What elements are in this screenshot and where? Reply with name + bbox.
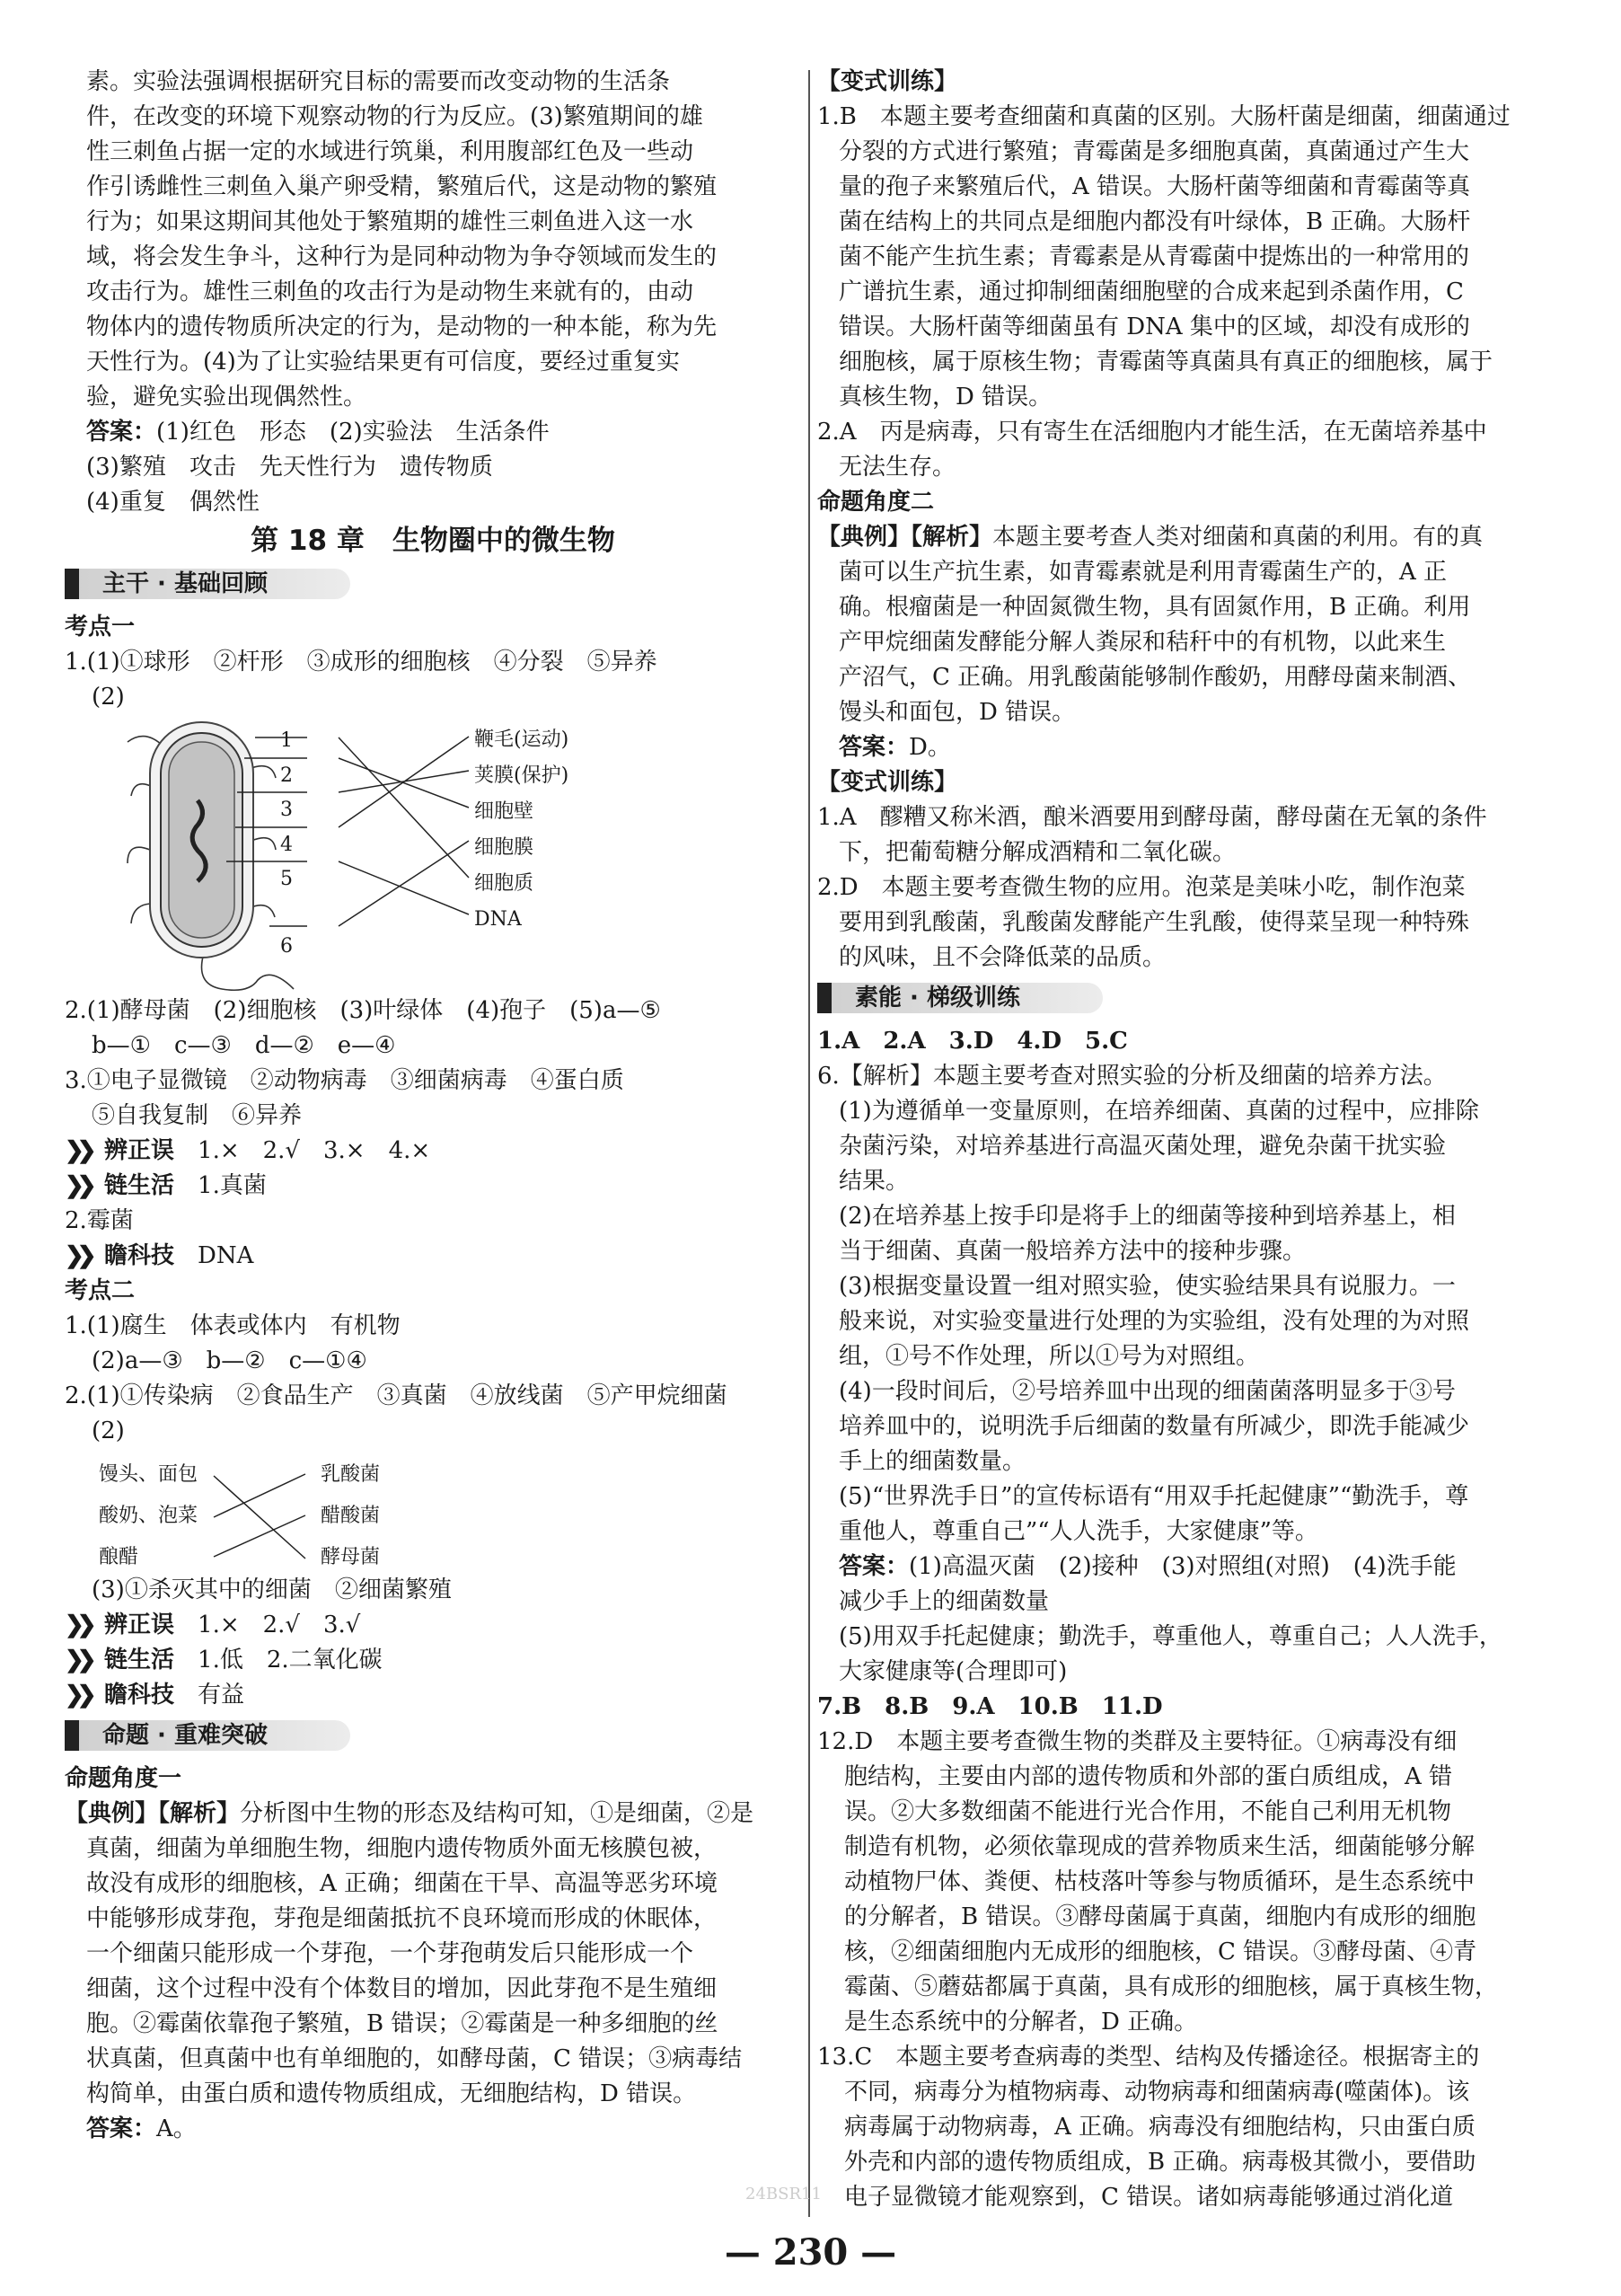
text-line: 菌可以生产抗生素，如青霉素就是利用青霉菌生产的，A 正 xyxy=(839,559,1448,586)
text-line: (4)一段时间后，②号培养皿中出现的细菌菌落明显多于③号 xyxy=(839,1378,1456,1405)
text-line: 核，②细菌细胞内无成形的细胞核，C 错误。③酵母菌、④青 xyxy=(844,1938,1477,1965)
item-first-line: 2.A 丙是病毒，只有寄生在活细胞内才能生活，在无菌培养基中 xyxy=(817,419,1487,446)
text-line: 般来说，对实验变量进行处理的为实验组，没有处理的为对照 xyxy=(839,1308,1470,1335)
kaodian-title: 考点二 xyxy=(65,1277,136,1304)
text-line: 无法生存。 xyxy=(839,454,956,481)
text-line: 下，把葡萄糖分解成酒精和二氧化碳。 xyxy=(839,839,1237,866)
text-line: 产沼气，C 正确。用乳酸菌能够制作酸奶，用酵母菌来制酒、 xyxy=(839,664,1472,691)
text: 分析图中生物的形态及结构可知，①是细菌，②是 xyxy=(240,1800,754,1827)
text-line: (2)在培养基上按手印是将手上的细菌等接种到培养基上，相 xyxy=(839,1203,1456,1230)
bacteria-structure-diagram xyxy=(65,715,801,993)
text-line: 制造有机物，必须依靠现成的营养物质来生活，细菌能够分解 xyxy=(844,1833,1476,1860)
answer-line: 减少手上的细菌数量 xyxy=(839,1588,1050,1615)
text-line: 素。实验法强调根据研究目标的需要而改变动物的生活条 xyxy=(86,68,671,95)
row-text: DNA xyxy=(198,1242,254,1269)
lianshenghuo-row xyxy=(65,1643,801,1678)
zhankeji-row xyxy=(65,1678,801,1713)
text-line: (5)“世界洗手日”的宣传标语有“用双手托起健康”“勤洗手，尊 xyxy=(839,1483,1469,1510)
text-line: 真菌，细菌为单细胞生物，细胞内遗传物质外面无核膜包被， xyxy=(86,1835,718,1862)
answers-row: 1.A 2.A 3.D 4.D 5.C xyxy=(817,1028,1128,1055)
text-line: 不同，病毒分为植物病毒、动物病毒和细菌病毒(噬菌体)。该 xyxy=(844,2079,1470,2106)
item-first-line: 12.D 本题主要考查微生物的类群及主要特征。①病毒没有细 xyxy=(817,1728,1458,1755)
diagram-number: 5 xyxy=(280,868,293,890)
zhankeji-row xyxy=(65,1239,801,1274)
text-line: 分裂的方式进行繁殖；青霉菌是多细胞真菌，真菌通过产生大 xyxy=(839,138,1470,165)
text-line: 结果。 xyxy=(839,1168,910,1195)
text-line: 动植物尸体、粪便、枯枝落叶等参与物质循环，是生态系统中 xyxy=(844,1868,1476,1895)
bianzhengwu-row xyxy=(65,1608,801,1643)
row-text: 1.× 2.√ 3.√ xyxy=(198,1612,361,1638)
bianzhengwu-row xyxy=(65,1134,801,1169)
text-line: 物体内的遗传物质所决定的行为，是动物的一种本能，称为先 xyxy=(86,313,718,340)
watermark: 24BSR11 xyxy=(745,2185,822,2203)
double-chevron-icon: ❯❯ xyxy=(65,1647,90,1673)
page-number: — 230 — xyxy=(724,2231,897,2274)
variant-title: 【变式训练】 xyxy=(817,68,958,95)
double-chevron-icon: ❯❯ xyxy=(65,1242,90,1269)
q2-line: b—① c—③ d—② e—④ xyxy=(92,1032,396,1059)
item-first-line: 2.D 本题主要考查微生物的应用。泡菜是美味小吃，制作泡菜 xyxy=(817,874,1466,901)
banner-title: 主干 · 基础回顾 xyxy=(102,570,268,597)
match-left-item: 酸奶、泡菜 xyxy=(99,1505,198,1527)
item-first-line: 13.C 本题主要考查病毒的类型、结构及传播途径。根据寄主的 xyxy=(817,2044,1480,2071)
row-text: 有益 xyxy=(198,1682,245,1709)
food-microbe-matching-diagram xyxy=(65,1449,801,1573)
text-line: 组，①号不作处理，所以①号为对照组。 xyxy=(839,1343,1260,1370)
match-right-list xyxy=(321,1454,380,1578)
text-line: 病毒属于动物病毒，A 正确。病毒没有细胞结构，只由蛋白质 xyxy=(844,2114,1476,2141)
text-line: 中能够形成芽孢，芽孢是细菌抵抗不良环境而形成的休眠体， xyxy=(86,1905,718,1932)
text-line: 手上的细菌数量。 xyxy=(839,1448,1026,1475)
text-line: 要用到乳酸菌，乳酸菌发酵能产生乳酸，使得菜呈现一种特殊 xyxy=(839,909,1470,936)
banner-title: 命题 · 重难突破 xyxy=(102,1722,268,1749)
diagram-label: 细胞壁 xyxy=(474,800,534,823)
item-first-line: 1.B 本题主要考查细菌和真菌的区别。大肠杆菌是细菌，细菌通过 xyxy=(817,103,1511,130)
diagram-label: DNA xyxy=(474,908,522,931)
answer-label: 答案： xyxy=(86,2115,157,2142)
text-line: 菌在结构上的共同点是细胞内都没有叶绿体，B 正确。大肠杆 xyxy=(839,208,1471,235)
text-line: 胞。②霉菌依靠孢子繁殖，B 错误；②霉菌是一种多细胞的丝 xyxy=(86,2010,718,2037)
row-label: 瞻科技 xyxy=(104,1682,175,1709)
text-line: 胞结构，主要由内部的遗传物质和外部的蛋白质组成，A 错 xyxy=(844,1763,1453,1790)
match-right-item: 酵母菌 xyxy=(321,1546,381,1568)
diagram-label-list xyxy=(474,722,568,938)
kaodian-title: 考点一 xyxy=(65,614,136,640)
text-line: 一个细菌只能形成一个芽孢，一个芽孢萌发后只能形成一个 xyxy=(86,1940,694,1967)
text: 本题主要考查人类对细菌和真菌的利用。有的真 xyxy=(992,524,1484,551)
text-line: 电子显微镜才能观察到，C 错误。诸如病毒能够通过消化道 xyxy=(844,2184,1454,2211)
answers-row: 7.B 8.B 9.A 10.B 11.D xyxy=(817,1693,1163,1720)
match-right-item: 乳酸菌 xyxy=(321,1463,381,1486)
text-line: 错误。大肠杆菌等细菌虽有 DNA 集中的区域，却没有成形的 xyxy=(839,313,1470,340)
diagram-number: 1 xyxy=(280,729,293,752)
text-line: 作引诱雌性三刺鱼入巢产卵受精，繁殖后代，这是动物的繁殖 xyxy=(86,173,718,200)
answer-line xyxy=(817,1550,1536,1585)
text-line: 馒头和面包，D 错误。 xyxy=(839,699,1076,726)
matching-lines xyxy=(208,1449,316,1573)
angle-title: 命题角度二 xyxy=(817,489,935,516)
prev-analysis-lines xyxy=(65,65,801,415)
angle1-lines xyxy=(65,1832,801,2112)
answer-text: A。 xyxy=(156,2115,197,2142)
k2-q2-line: (2) xyxy=(92,1417,125,1444)
k2-q1-line: 1.(1)腐生 体表或体内 有机物 xyxy=(65,1312,401,1339)
double-chevron-icon: ❯❯ xyxy=(65,1612,90,1638)
diagram-label: 细胞质 xyxy=(474,872,534,895)
text-line: 外壳和内部的遗传物质组成，B 正确。病毒极其微小，要借助 xyxy=(844,2149,1476,2176)
text-line: 误。②大多数细菌不能进行光合作用，不能自己利用无机物 xyxy=(844,1798,1452,1825)
match-left-item: 馒头、面包 xyxy=(99,1463,198,1486)
text-line: 域，将会发生争斗，这种行为是同种动物为争夺领域而发生的 xyxy=(86,243,718,270)
text-line: 天性行为。(4)为了让实验结果更有可信度，要经过重复实 xyxy=(86,349,680,375)
text-line: (1)为遵循单一变量原则，在培养细菌、真菌的过程中，应排除 xyxy=(839,1098,1479,1125)
q1-line: 1.(1)①球形 ②杆形 ③成形的细胞核 ④分裂 ⑤异养 xyxy=(65,649,657,676)
answer-text: (1)高温灭菌 (2)接种 (3)对照组(对照) (4)洗手能 xyxy=(909,1553,1457,1580)
left-column xyxy=(65,65,801,2147)
text-line: 当于细菌、真菌一般培养方法中的接种步骤。 xyxy=(839,1238,1307,1265)
text-line: 杂菌污染，对培养基进行高温灭菌处理，避免杂菌干扰实验 xyxy=(839,1133,1447,1160)
answer-text: D。 xyxy=(909,734,951,761)
double-chevron-icon: ❯❯ xyxy=(65,1137,90,1164)
row-label: 链生活 xyxy=(104,1647,175,1673)
text-line: (3)根据变量设置一组对照实验，使实验结果具有说服力。一 xyxy=(839,1273,1456,1300)
text-line: 的分解者，B 错误。③酵母菌属于真菌，细胞内有成形的细胞 xyxy=(844,1903,1476,1930)
q3-line: ⑤自我复制 ⑥异养 xyxy=(92,1102,303,1129)
text-line: 故没有成形的细胞核，A 正确；细菌在干旱、高温等恶劣环境 xyxy=(86,1870,718,1897)
answer-line: 大家健康等(合理即可) xyxy=(839,1658,1068,1685)
answer-label: 答案： xyxy=(839,1553,910,1580)
lianshenghuo-row-2: 2.霉菌 xyxy=(65,1207,134,1234)
text-line: 的风味，且不会降低菜的品质。 xyxy=(839,944,1167,971)
answer-line: (5)用双手托起健康；勤洗手，尊重他人，尊重自己；人人洗手， xyxy=(839,1623,1502,1650)
row-text: 1.低 2.二氧化碳 xyxy=(198,1647,383,1673)
match-right-item: 醋酸菌 xyxy=(321,1505,381,1527)
row-label: 瞻科技 xyxy=(104,1242,175,1269)
diagram-number: 3 xyxy=(280,799,293,821)
section-banner xyxy=(817,979,1536,1017)
k2-q2-line: (3)①杀灭其中的细菌 ②细菌繁殖 xyxy=(92,1576,452,1603)
text-line: 性三刺鱼占据一定的水域进行筑巢，利用腹部红色及一些动 xyxy=(86,138,694,165)
text-line: 细胞核，属于原核生物；青霉菌等真菌具有真正的细胞核，属于 xyxy=(839,349,1493,375)
text-line: 是生态系统中的分解者，D 正确。 xyxy=(844,2009,1198,2035)
answer-line xyxy=(65,2112,801,2147)
item-first-line: 1.A 醪糟又称米酒，酿米酒要用到酵母菌，酵母菌在无氧的条件 xyxy=(817,804,1487,831)
diagram-label: 鞭毛(运动) xyxy=(474,729,569,751)
q3-line: 3.①电子显微镜 ②动物病毒 ③细菌病毒 ④蛋白质 xyxy=(65,1067,624,1094)
text-line: 确。根瘤菌是一种固氮微生物，具有固氮作用，B 正确。利用 xyxy=(839,594,1471,621)
row-text: 1.真菌 xyxy=(198,1172,267,1199)
lianshenghuo-row xyxy=(65,1169,801,1204)
row-label: 辨正误 xyxy=(104,1612,175,1638)
text-line: 攻击行为。雄性三刺鱼的攻击行为是动物生来就有的，由动 xyxy=(86,278,694,305)
variant-title: 【变式训练】 xyxy=(817,769,958,796)
diagram-number-list xyxy=(280,724,307,964)
text-line: 行为；如果这期间其他处于繁殖期的雄性三刺鱼进入这一水 xyxy=(86,208,694,235)
text-line: 构简单，由蛋白质和遗传物质组成，无细胞结构，D 错误。 xyxy=(86,2080,697,2107)
angle2-first-line xyxy=(817,520,1536,555)
answer-label: 答案： xyxy=(839,734,910,761)
text-line: 培养皿中的，说明洗手后细菌的数量有所减少，即洗手能减少 xyxy=(839,1413,1470,1440)
row-label: 链生活 xyxy=(104,1172,175,1199)
chapter-title: 第 18 章 生物圈中的微生物 xyxy=(251,525,615,557)
text-line: 细菌，这个过程中没有个体数目的增加，因此芽孢不是生殖细 xyxy=(86,1975,718,2002)
answer-label: 答案： xyxy=(86,419,157,446)
example-tag: 【典例】【解析】 xyxy=(65,1800,241,1827)
right-column xyxy=(817,65,1536,2215)
text-line: 真核生物，D 错误。 xyxy=(839,384,1053,411)
text-line: 验，避免实验出现偶然性。 xyxy=(86,384,367,411)
row-label: 辨正误 xyxy=(104,1137,175,1164)
answer-text: (1)红色 形态 (2)实验法 生活条件 xyxy=(156,419,550,446)
row-text: 1.× 2.√ 3.× 4.× xyxy=(198,1137,431,1164)
banner-title: 素能 · 梯级训练 xyxy=(855,985,1020,1011)
match-left-item: 酿醋 xyxy=(99,1546,139,1568)
diagram-label: 细胞膜 xyxy=(474,836,534,859)
text-line: 量的孢子来繁殖后代，A 错误。大肠杆菌等细菌和青霉菌等真 xyxy=(839,173,1471,200)
column-divider xyxy=(808,70,810,2217)
answer-line: (4)重复 偶然性 xyxy=(86,489,260,516)
diagram-number: 2 xyxy=(280,764,293,787)
text-line: 状真菌，但真菌中也有单细胞的，如酵母菌，C 错误；③病毒结 xyxy=(86,2045,743,2072)
k2-q1-line: (2)a—③ b—② c—①④ xyxy=(92,1347,367,1374)
angle1-first-line xyxy=(65,1797,801,1832)
example-tag: 【典例】【解析】 xyxy=(817,524,993,551)
text-line: 霉菌、⑤蘑菇都属于真菌，具有成形的细胞核，属于真核生物， xyxy=(844,1974,1499,2000)
text-line: 广谱抗生素，通过抑制细菌细胞壁的合成来起到杀菌作用，C xyxy=(839,278,1464,305)
answer-line: (3)繁殖 攻击 先天性行为 遗传物质 xyxy=(86,454,493,481)
item-first-line: 6.【解析】本题主要考查对照实验的分析及细菌的培养方法。 xyxy=(817,1063,1447,1090)
double-chevron-icon: ❯❯ xyxy=(65,1682,90,1709)
k2-q2-line: 2.(1)①传染病 ②食品生产 ③真菌 ④放线菌 ⑤产甲烷细菌 xyxy=(65,1382,727,1409)
q2-line: 2.(1)酵母菌 (2)细胞核 (3)叶绿体 (4)孢子 (5)a—⑤ xyxy=(65,997,661,1024)
text-line: 菌不能产生抗生素；青霉素是从青霉菌中提炼出的一种常用的 xyxy=(839,243,1470,270)
match-left-list xyxy=(99,1454,198,1578)
text-line: 产甲烷细菌发酵能分解人粪尿和秸秆中的有机物，以此来生 xyxy=(839,629,1447,656)
q1-line: (2) xyxy=(92,684,125,711)
text-line: 件，在改变的环境下观察动物的行为反应。(3)繁殖期间的雄 xyxy=(86,103,703,130)
text-line: 重他人，尊重自己”“人人洗手，大家健康”等。 xyxy=(839,1518,1318,1545)
double-chevron-icon: ❯❯ xyxy=(65,1172,90,1199)
angle-title: 命题角度一 xyxy=(65,1765,182,1792)
answer-line xyxy=(65,415,801,450)
diagram-label: 荚膜(保护) xyxy=(474,764,569,787)
diagram-number: 4 xyxy=(280,833,293,856)
section-banner xyxy=(65,1717,801,1754)
diagram-number: 6 xyxy=(280,934,293,958)
section-banner xyxy=(65,565,801,603)
answer-line xyxy=(817,730,1536,765)
